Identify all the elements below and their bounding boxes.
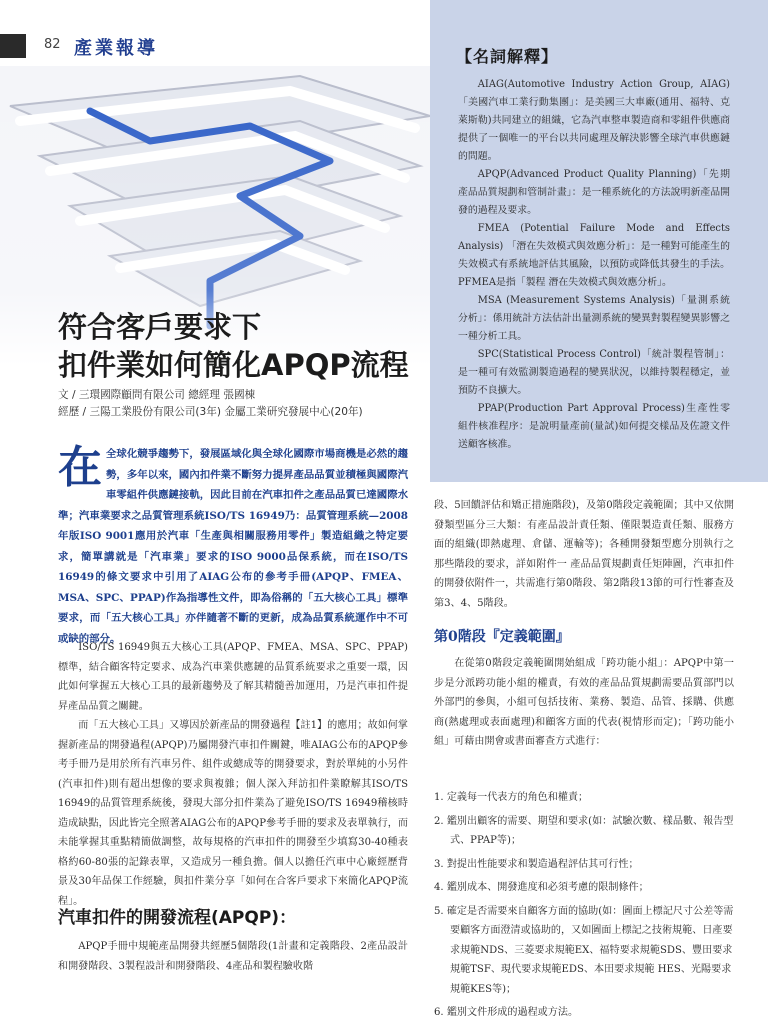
list-item: 1. 定義每一代表方的角色和權責； bbox=[434, 792, 589, 803]
page-number: 82 bbox=[44, 37, 61, 52]
glossary-item-spc: SPC(Statistical Process Control)「統計製程管制」：是一種可有效監測製造過程的變異狀況，以維持製程穩定，並預防不良擴大。 bbox=[458, 349, 730, 396]
right-intro-paragraph: 段、5回饋評估和矯正措施階段)，及第0階段定義範圍；其中又依開發類型區分三大類：有產品設計責任類、僅限製造責任類、服務方面的組織(即熱處理、倉儲、運輸等)；各種開發類型應分別執行之那些階段的要求，詳如附件一 產品品質規劃責任矩陣圖，汽車扣件的開發依附件一，共需進行第0階段、第2階段13節的可行性審查及第3、4、5階段。 bbox=[434, 500, 734, 609]
article-title bbox=[58, 308, 438, 384]
glossary-list bbox=[458, 76, 730, 454]
stage-0-paragraph: 在從第0階段定義範圍開始組成「跨功能小組」：APQP中第一步是分派跨功能小組的權責，有效的產品品質規劃需要品質部門以外部門的參與，小組可包括技術、業務、製造、品管、採購、供應商(熱處理或表面處理)和顧客方面的代表(視情形而定)；「跨功能小組」可藉由開會或書面審查方式進行： bbox=[434, 658, 734, 747]
list-item: 3. 對提出性能要求和製造過程評估其可行性； bbox=[434, 858, 639, 870]
drop-cap: 在 bbox=[58, 442, 102, 493]
glossary-heading: 【名詞解釋】 bbox=[456, 47, 559, 66]
title-line-2: 扣件業如何簡化APQP流程 bbox=[58, 348, 409, 382]
body-paragraph-3: APQP手冊中規範產品開發共經歷5個階段(1計畫和定義階段、2產品設計和開發階段、3製程設計和開發階段、4產品和製程驗收階 bbox=[58, 941, 408, 972]
glossary-item-ppap: PPAP(Production Part Approval Process)生產性零組件核准程序：是說明量產前(量試)如何提交樣品及佐證文件送顧客核准。 bbox=[458, 403, 730, 450]
list-item: 5. 確定是否需要來自顧客方面的協助(如：圖面上標記尺寸公差等需要顧客方面澄清或協助的，又如圖面上標記之技術規範、日產要求規範NDS、三菱要求規範EX、福特要求規範SDS、豐田要求規範TSF、現代要求規範EDS、本田要求規範 HES、光陽要求規範KES等)； bbox=[434, 905, 734, 995]
author-info bbox=[58, 387, 438, 421]
body-paragraph-2: 而「五大核心工具」又導因於新產品的開發過程【註1】的應用；故如何掌握新產品的開發過程(APQP)乃屬開發汽車扣件關鍵，唯AIAG公布的APQP參考手冊乃是用於所有汽車另件、組件或總成等的開發要求，對於單純的小另件(汽車扣件)則有超出想像的要求與複雜；個人深入拜訪扣件業瞭解其ISO/TS 16949的品質管理系統後，發現大部分扣件業為了避免ISO/TS 16949稽核時造成缺點，因此皆完全照著AIAG公布的APQP參考手冊的要求及表單執行，而未能掌握其重點精簡做調整，故每規格的汽車扣件的開發至少填寫30-40種表格約60-80張的記錄表單，又造成另一種負擔。個人以擔任汽車中心廠經歷背景及30年品保工作經驗，與扣件業分享「如何在合客戶要求下來簡化APQP流程」。 bbox=[58, 720, 408, 907]
author-line-1: 文 / 三環國際顧問有限公司 總經理 張國棟 bbox=[58, 389, 256, 401]
section-heading-apqp: 汽車扣件的開發流程(APQP)： bbox=[58, 908, 297, 928]
stage-0-list bbox=[434, 788, 734, 1027]
glossary-item-aiag: AIAG(Automotive Industry Action Group, AIAG)「美國汽車工業行動集團」：是美國三大車廠(通用、福特、克萊斯勒)共同建立的組織，它為汽車整車製造商和零組件供應商提供了一個唯一的平台以共同處理及解決影響全球汽車供應鏈的問題。 bbox=[458, 79, 730, 162]
lead-text: 全球化競爭趨勢下，發展區域化與全球化國際市場商機是必然的趨勢，多年以來，國內扣件業不斷努力提昇產品品質並積極與國際汽車零組件供應鏈接軌，因此目前在汽車扣件之產品品質已達國際水準；汽車業要求之品質管理系統ISO/TS 16949乃：品質管理系統—2008年版ISO 9001應用於汽車「生產與相關服務用零件」製造組織之特定要求，簡單講就是「汽車業」要求的ISO 9000品保系統，而在ISO/TS 16949的條文要求中引用了AIAG公布的參考手冊(APQP、FMEA、MSA、SPC、PPAP)作為指導性文件，即為俗稱的「五大核心工具」標準要求，而「五大核心工具」亦伴隨著不斷的更新，成為品質系統運作中不可或缺的部分。 bbox=[58, 448, 408, 645]
title-line-1: 符合客戶要求下 bbox=[58, 310, 262, 344]
author-line-2: 經歷 / 三陽工業股份有限公司(3年) 金屬工業研究發展中心(20年) bbox=[58, 406, 363, 418]
list-item: 2. 鑑別出顧客的需要、期望和要求(如：試驗次數、樣品數、報告型式、PPAP等)； bbox=[434, 815, 734, 846]
glossary-item-fmea: FMEA (Potential Failure Mode and Effects Analysis) 「潛在失效模式與效應分析」：是一種對可能產生的失效模式有系統地評估其風險，以預防或降低其發生的手法。PFMEA是指「製程 潛在失效模式與效應分析」。 bbox=[458, 223, 730, 288]
glossary-item-msa: MSA (Measurement Systems Analysis)「量測系統分析」：係用統計方法估計出量測系統的變異對製程變異影響之一種分析工具。 bbox=[458, 295, 730, 342]
section-label: 產業報導 bbox=[74, 38, 158, 59]
lead-paragraph bbox=[58, 444, 408, 649]
glossary-item-apqp: APQP(Advanced Product Quality Planning)「先期產品品質規劃和管制計畫」：是一種系統化的方法說明新產品開發的過程及要求。 bbox=[458, 169, 730, 216]
body-paragraph-1: ISO/TS 16949與五大核心工具(APQP、FMEA、MSA、SPC、PPAP)標準，結合顧客特定要求、成為汽車業供應鏈的品質系統要求之重要一環，因此如何掌握五大核心工具的最新趨勢及了解其精髓善加運用，乃是汽車扣件提昇產品品質之關鍵。 bbox=[58, 642, 408, 712]
list-item: 6. 鑑別文件形成的過程或方法。 bbox=[434, 1007, 579, 1018]
header-color-block bbox=[0, 34, 26, 58]
stage-0-heading: 第0階段『定義範圍』 bbox=[434, 629, 570, 645]
list-item: 4. 鑑別成本、開發進度和必須考慮的限制條件； bbox=[434, 882, 649, 893]
